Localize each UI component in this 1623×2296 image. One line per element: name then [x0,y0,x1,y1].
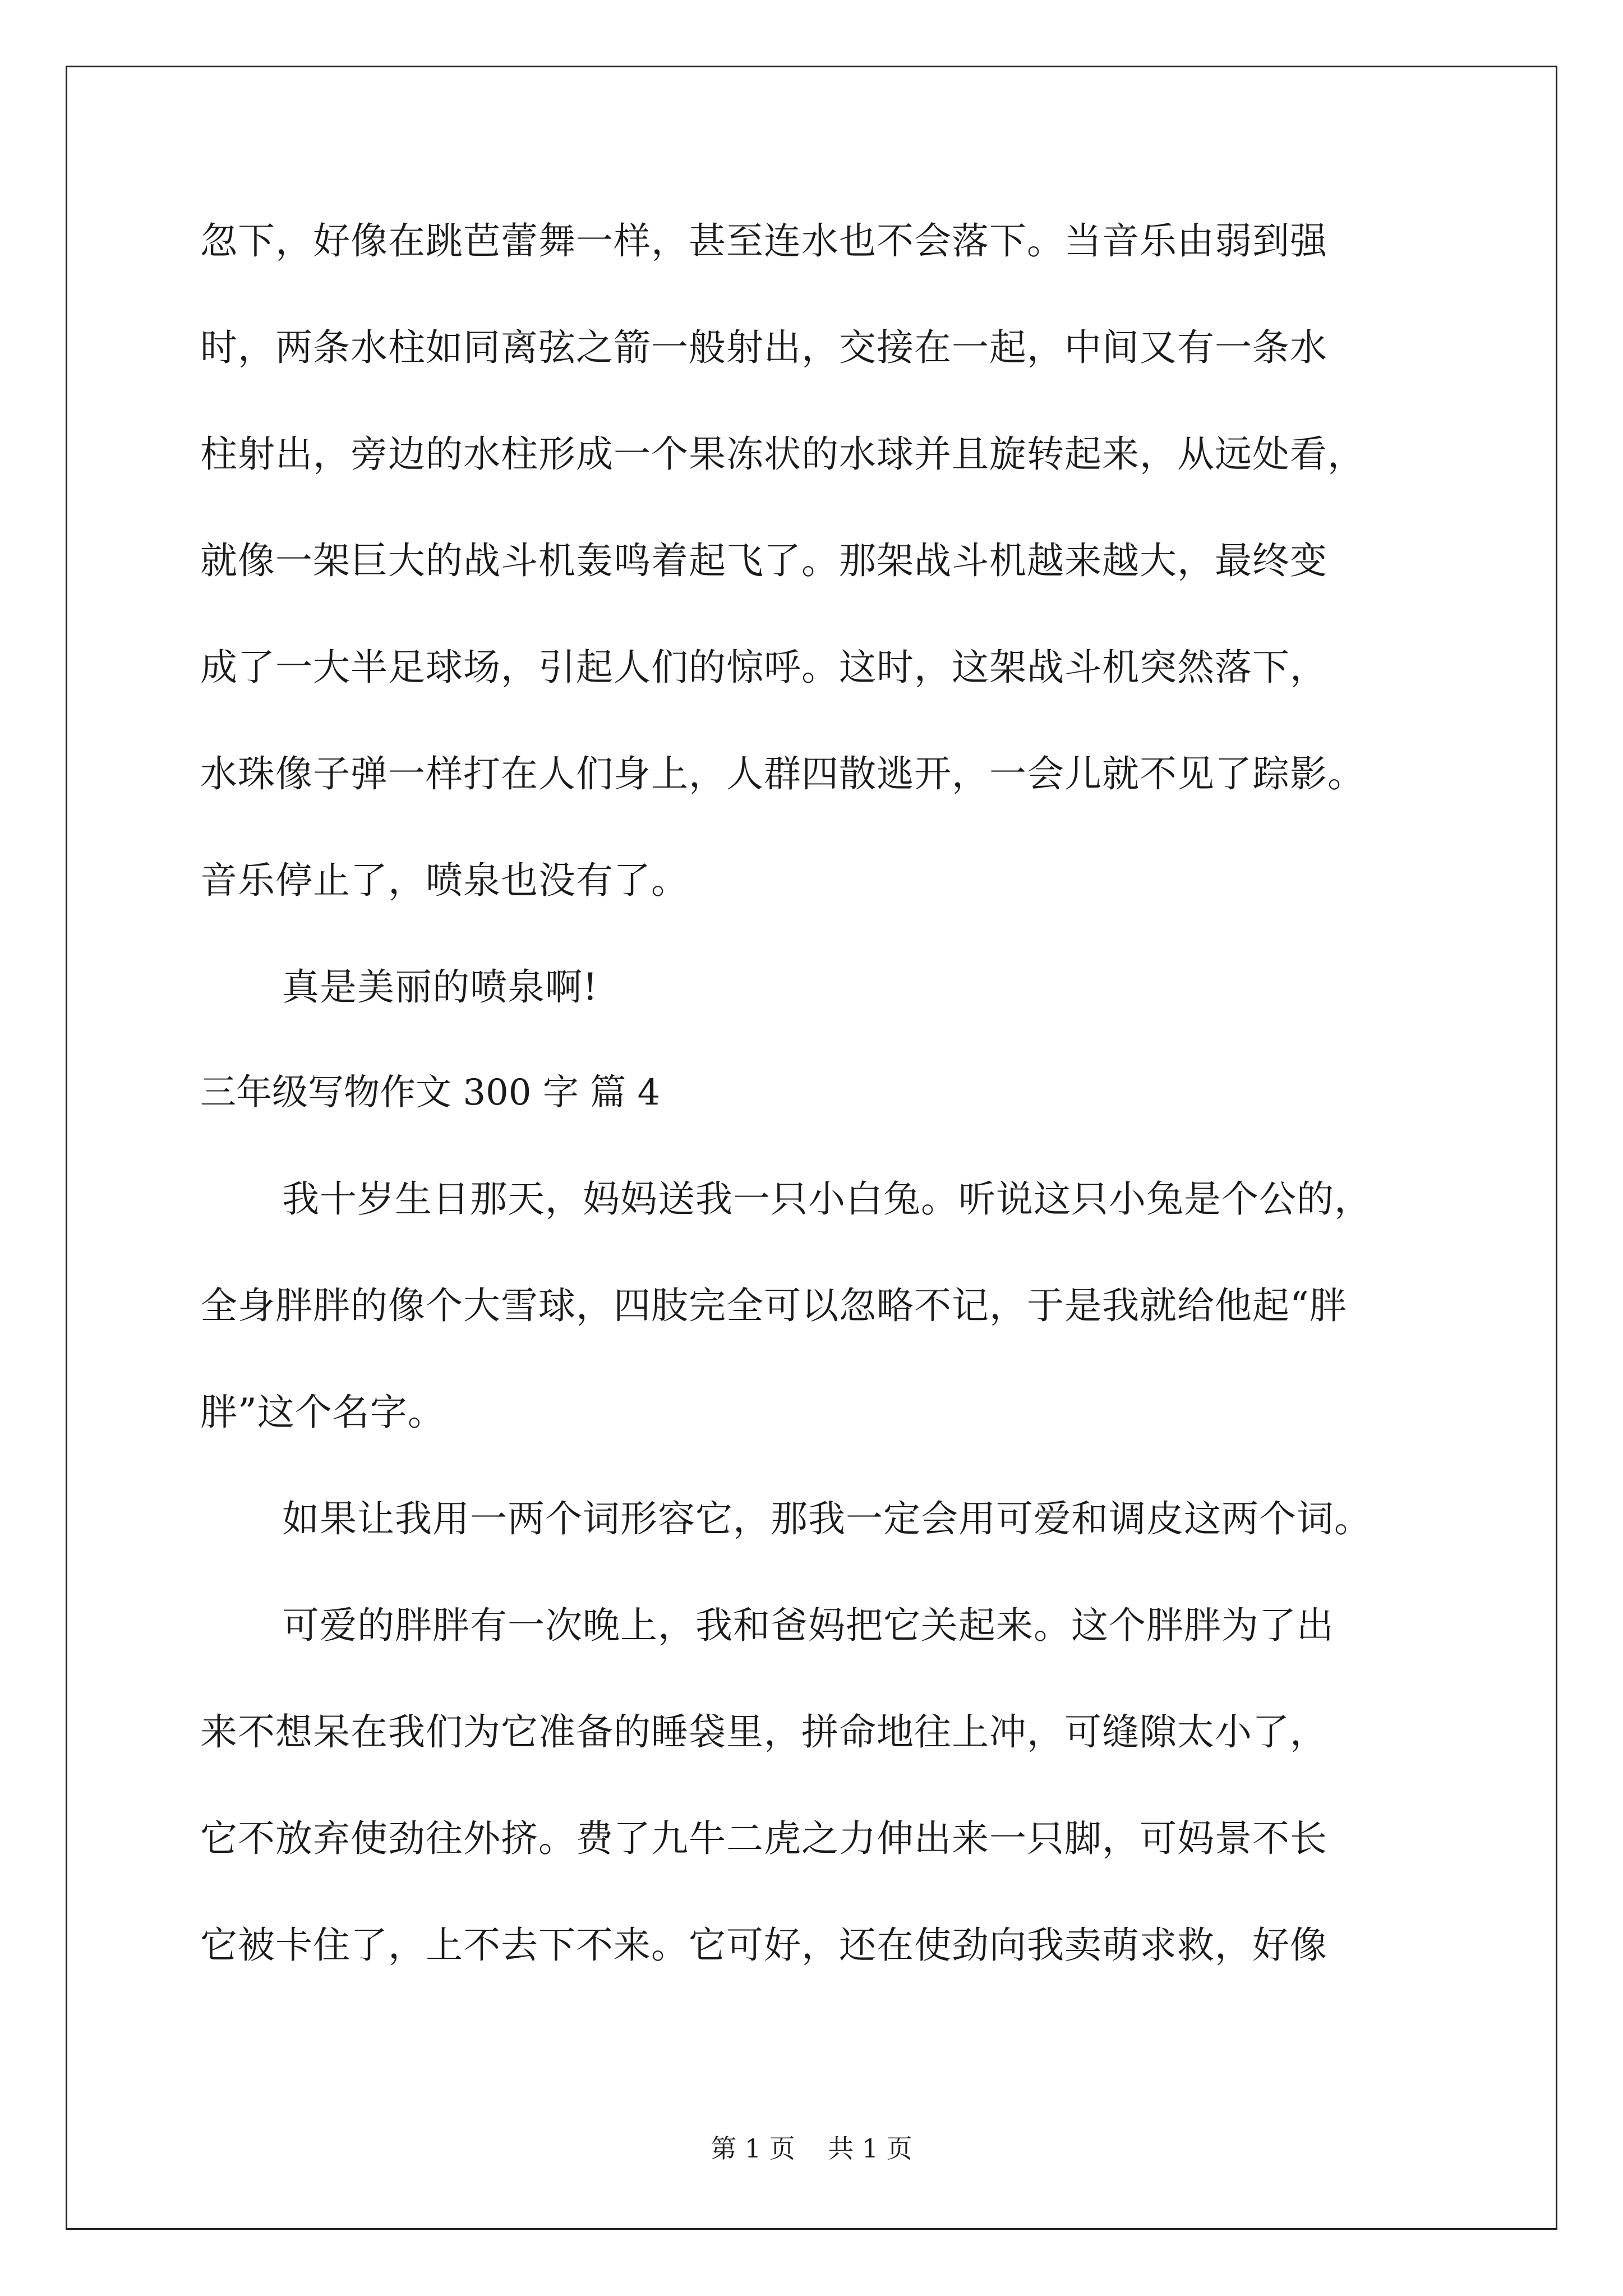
paragraph-line: 胖”这个名字。 [200,1391,445,1434]
paragraph-line: 来不想呆在我们为它准备的睡袋里，拼命地往上冲，可缝隙太小了， [200,1710,1327,1754]
paragraph-line: 就像一架巨大的战斗机轰鸣着起飞了。那架战斗机越来越大，最终变 [200,539,1327,582]
paragraph-line: 忽下，好像在跳芭蕾舞一样，甚至连水也不会落下。当音乐由弱到强 [200,219,1327,263]
page-footer: 第 1 页 共 1 页 [711,2133,912,2164]
paragraph-line: 它不放弃使劲往外挤。费了九牛二虎之力伸出来一只脚，可妈景不长 [200,1817,1327,1860]
paragraph-line: 柱射出，旁边的水柱形成一个果冻状的水球并且旋转起来，从远处看， [200,432,1365,476]
paragraph-line: 它被卡住了，上不去下不来。它可好，还在使劲向我卖萌求救，好像 [200,1924,1327,1967]
paragraph-line: 我十岁生日那天，妈妈送我一只小白兔。听说这只小兔是个公的， [282,1177,1372,1221]
paragraph-line: 水珠像子弹一样打在人们身上，人群四散逃开，一会儿就不见了踪影。 [200,752,1365,795]
paragraph-line: 音乐停止了，喷泉也没有了。 [200,859,689,902]
paragraph-line: 全身胖胖的像个大雪球，四肢完全可以忽略不记，于是我就给他起“胖 [200,1284,1347,1327]
paragraph-line: 可爱的胖胖有一次晚上，我和爸妈把它关起来。这个胖胖为了出 [282,1604,1334,1647]
section-heading: 三年级写物作文 300 字 篇 4 [200,1072,661,1114]
page-border [66,66,1557,2230]
paragraph-line: 时，两条水柱如同离弦之箭一般射出，交接在一起，中间又有一条水 [200,326,1327,369]
paragraph-line: 如果让我用一两个词形容它，那我一定会用可爱和调皮这两个词。 [282,1497,1372,1540]
paragraph-line: 真是美丽的喷泉啊! [282,965,598,1009]
paragraph-line: 成了一大半足球场，引起人们的惊呼。这时，这架战斗机突然落下， [200,646,1327,689]
